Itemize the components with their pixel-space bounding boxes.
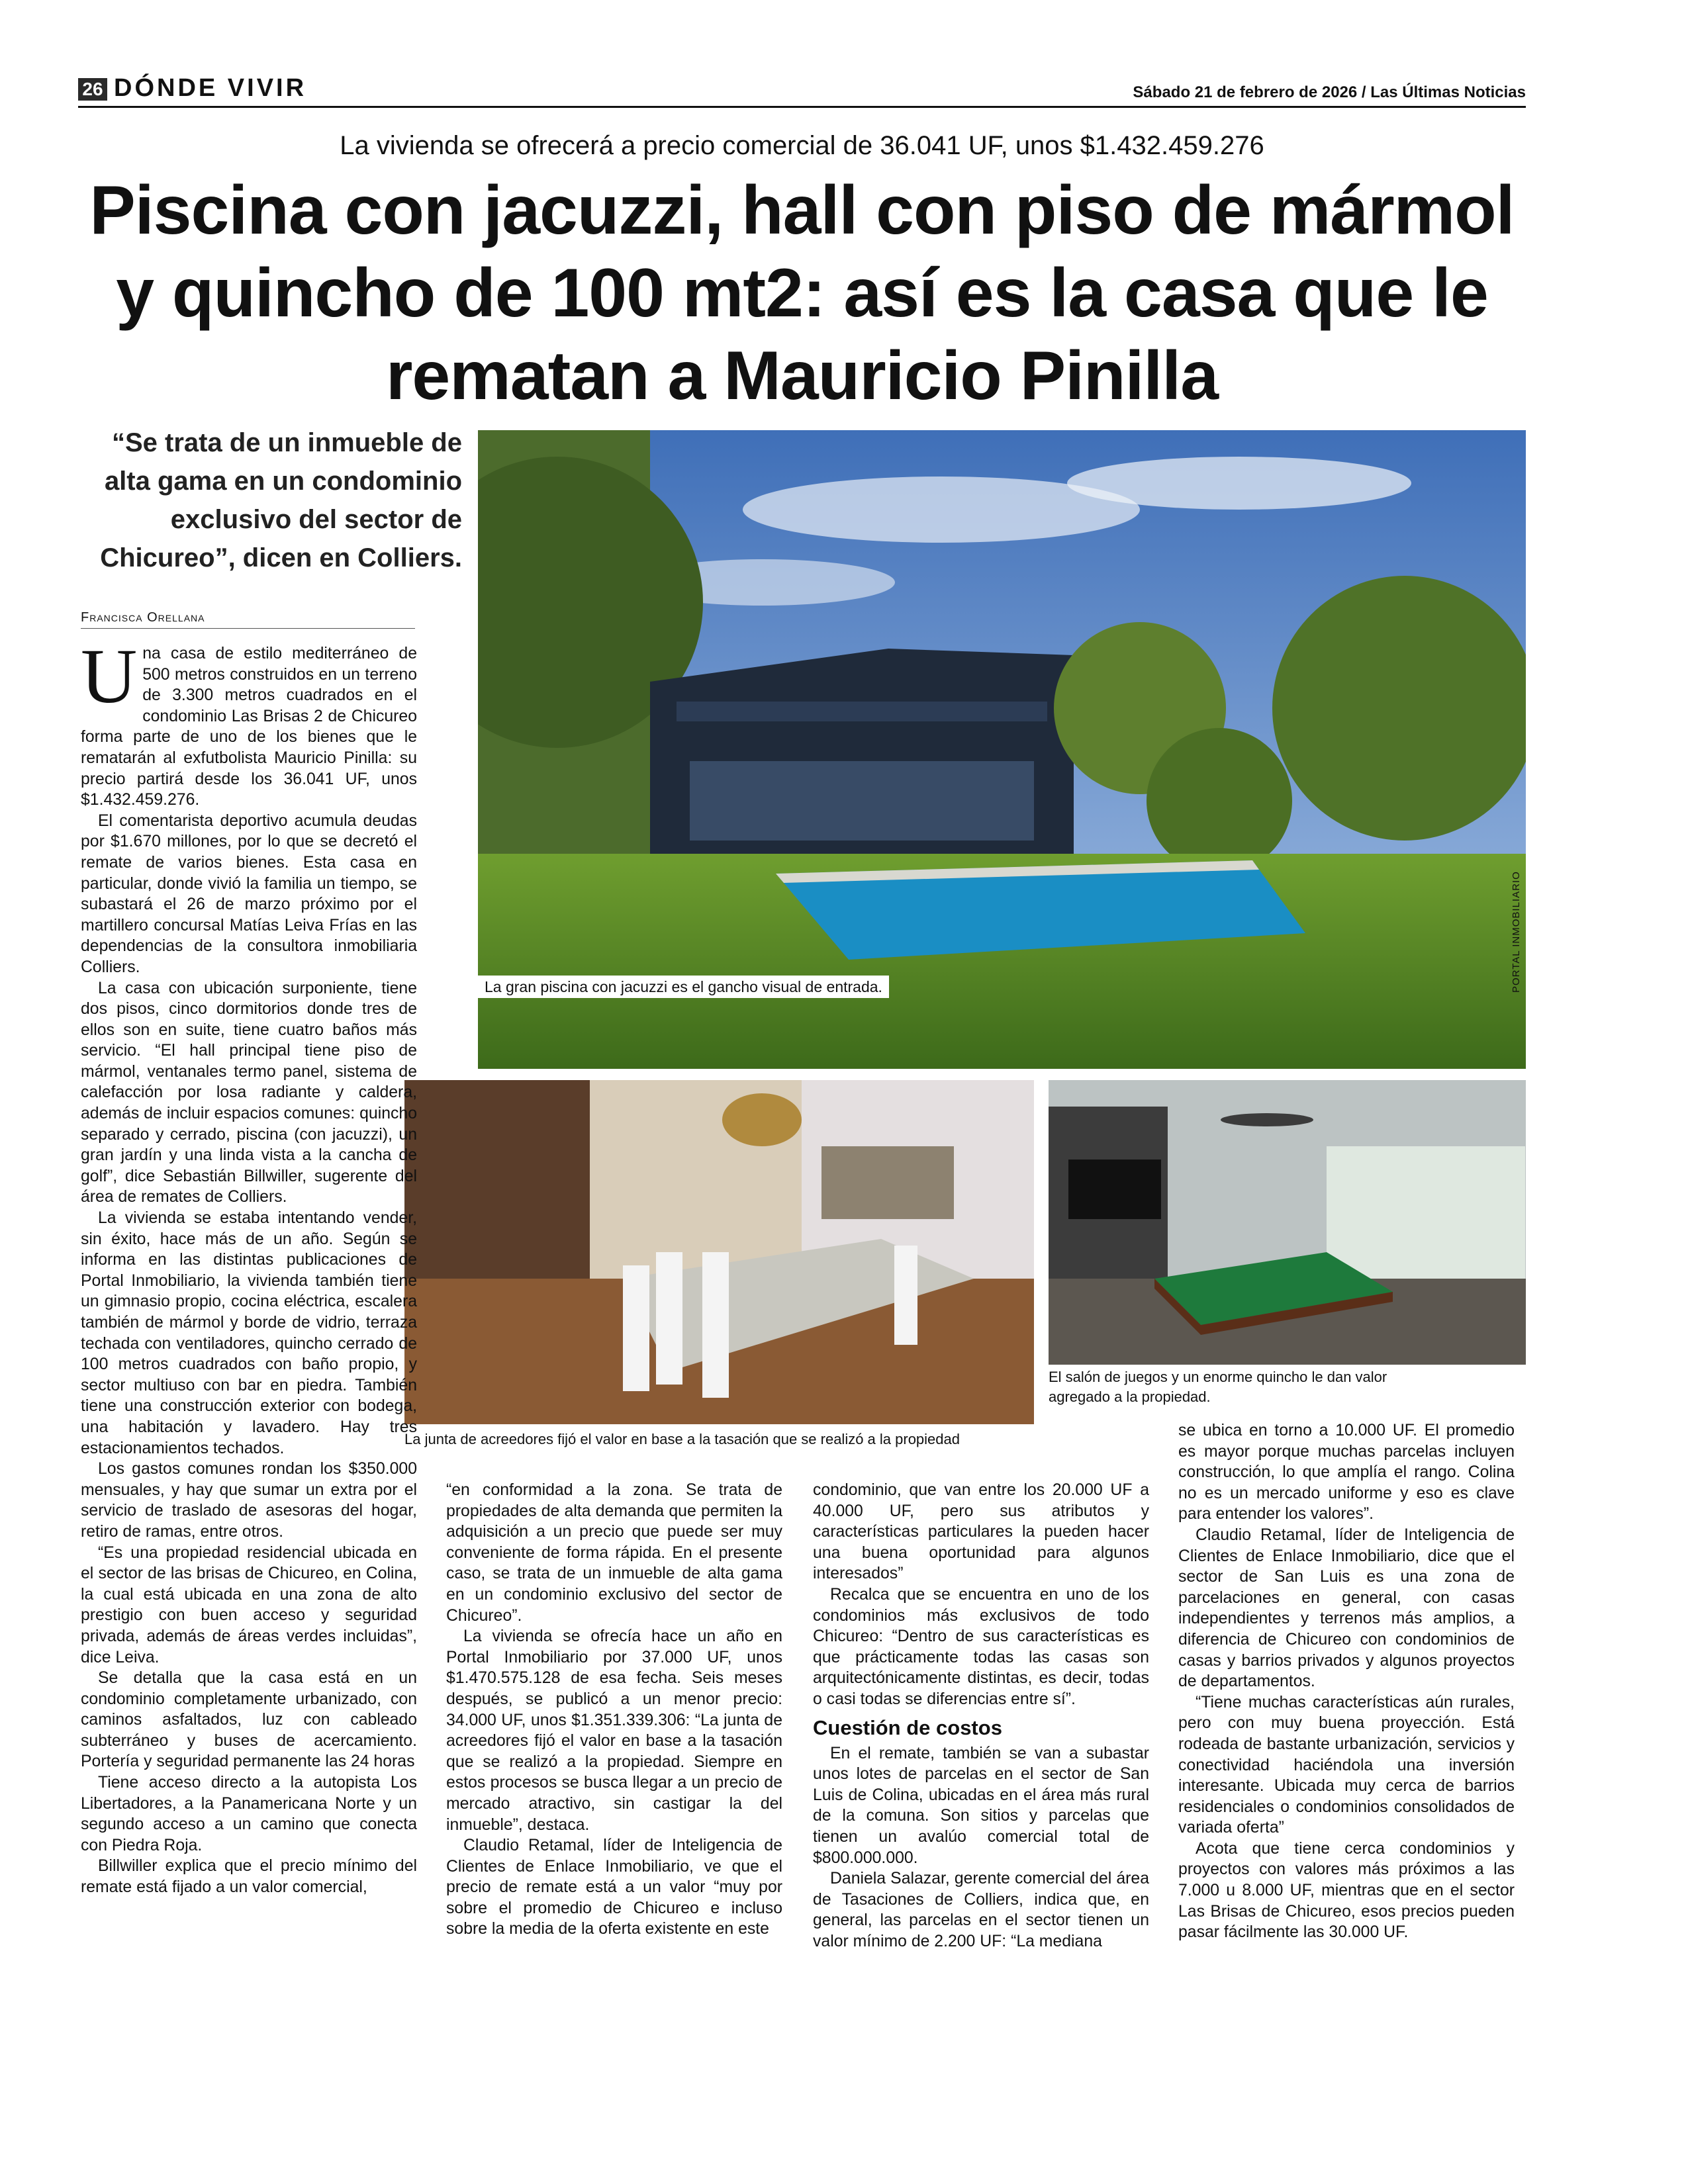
photo-credit: PORTAL INMOBILIARIO [1511,871,1522,993]
paragraph: La casa con ubicación surponiente, tiene dos pisos, cinco dormitorios donde tres de ellos son en suite, tiene cuatro baños más servicio. “El hall principal tiene piso de mármol, ventanales termo panel, sistema de calefacción por losa radiante y caldera, además de incluir espacios comunes: quincho separado y cerrado, piscina (con jacuzzi), un gran jardín y una linda vista a la cancha de golf”, dice Sebastián Billwiller, sugerente del área de remates de Colliers. [81,979,417,1206]
paragraph: La vivienda se ofrecía hace un año en Portal Inmobiliario por 37.000 UF, unos $1.470.575.128 de esa fecha. Seis meses después, se publicó a un menor precio: 34.000 UF, unos $1.351.339.306: “La junta de acreedores fijó el valor en base a la tasación que se realizó a la propiedad. Siempre en estos procesos se busca llegar a un precio de mercado atractivo, sin castigar la del inmueble”, destaca. [446,1627,782,1834]
section-title: DÓNDE VIVIR [114,74,307,102]
paragraph: El comentarista deportivo acumula deudas por $1.670 millones, por lo que se decretó el remate de varios bienes. Esta casa en particular, donde vivió la familia un tiempo, se subastará el 26 de marzo próximo por el martillero concursal Matías Leiva Frías en las dependencias de la consultora inmobiliaria Colliers. [81,811,417,976]
paragraph: Daniela Salazar, gerente comercial del área de Tasaciones de Colliers, indica que, en general, las parcelas en el sector tienen un valor mínimo de 2.200 UF: “La mediana [813,1870,1149,1950]
paragraph: se ubica en torno a 10.000 UF. El promedio es mayor porque muchas parcelas incluyen construcción, lo que amplía el rango. Colina no es un mercado uniforme y eso es clave para entender los valores”. [1178,1422,1515,1524]
kicker: La vivienda se ofrecerá a precio comercial de 36.041 UF, unos $1.432.459.276 [340,131,1264,160]
paragraph: Claudio Retamal, líder de Inteligencia de Clientes de Enlace Inmobiliario, ve que el precio de remate está a un valor “muy por sobre el promedio de Chicureo e incluso sobre la media de la oferta existente en este [446,1837,782,1938]
article-column-4 [1178,1420,1515,1943]
page-number: 26 [78,78,107,101]
paragraph: “Es una propiedad residencial ubicada en el sector de las brisas de Chicureo, en Colina, la cual está ubicada en una zona de alto prestigio con buen acceso y seguridad privada, además de áreas verdes incluidas”, dice Leiva. [81,1543,417,1666]
headline-line-2: y quincho de 100 mt2: así es la casa que le [116,255,1488,332]
dining-photo-illustration [404,1080,1034,1424]
paragraph: “Tiene muchas características aún rurales, pero con muy buena proyección. Está rodeada de bastante urbanización, servicios y conectividad haciéndola una inversión interesante. Ubicada muy cerca de barrios residenciales o condominios consolidados de variada oferta” [1178,1693,1515,1837]
games-photo-illustration [1049,1080,1526,1365]
headline-line-3: rematan a Mauricio Pinilla [385,338,1219,414]
pool-photo-illustration [478,430,1526,1069]
paragraph: La vivienda se estaba intentando vender, sin éxito, hace más de un año. Según se informa en las distintas publicaciones de Portal Inmobiliario, la vivienda también tiene un gimnasio propio, cocina eléctrica, escalera también de mármol y borde de vidrio, terraza techada con ventiladores, quincho cerrado de 100 metros cuadrados con baño propio, y sector multiuso con bar en piedra. También tiene una construcción exterior con bodega, una habitación y lavadero. Hay tres estacionamientos techados. [81,1209,417,1457]
paragraph [81,633,417,811]
dining-photo [404,1080,1034,1424]
article-column-3 [813,1480,1149,1952]
paragraph: Recalca que se encuentra en uno de los condominios más exclusivos de todo Chicureo: “Dentro de sus características es que prácticamente todas las casas son arquitectónicamente distintas, es decir, todas o casi todas se diferencias entre sí”. [813,1585,1149,1708]
games-caption: El salón de juegos y un enorme quincho le dan valor agregado a la propiedad. [1049,1369,1387,1405]
pool-caption: La gran piscina con jacuzzi es el gancho visual de entrada. [478,976,889,998]
date-text: Sábado 21 de febrero de 2026 [1133,83,1358,101]
headline-line-1: Piscina con jacuzzi, hall con piso de mármol [89,172,1515,249]
paragraph: condominio, que van entre los 20.000 UF a 40.000 UF, pero sus atributos y características particulares la pueden hacer una buena oportunidad para algunos interesados” [813,1481,1149,1583]
pool-photo [478,430,1526,1069]
header-rule [78,106,1526,108]
headline [78,169,1526,418]
deck-quote: “Se trata de un inmueble de alta gama en un condominio exclusivo del sector de Chicureo”, dicen en Colliers. [100,428,462,572]
games-photo [1049,1080,1526,1365]
issue-date [1133,83,1526,102]
paragraph: Acota que tiene cerca condominios y proyectos con valores más próximos a las 7.000 u 8.000 UF, mientras que en el sector Las Brisas de Chicureo, esos precios pueden pasar fácilmente las 30.000 UF. [1178,1839,1515,1942]
dining-caption: La junta de acreedores fijó el valor en base a la tasación que se realizó a la propiedad [404,1431,960,1447]
publication-name: Las Últimas Noticias [1370,83,1526,101]
date-separator: / [1361,83,1371,101]
byline: Francisca Orellana [81,610,415,629]
paragraph: Los gastos comunes rondan los $350.000 mensuales, y hay que sumar un extra por el servicio de traslado de asesoras del hogar, retiro de ramas, entre otros. [81,1460,417,1541]
article-column-2 [446,1480,782,1940]
paragraph-text: na casa de estilo mediterráneo de 500 metros construidos en un terreno de 3.300 metros cuadrados en el condominio Las Brisas 2 de Chicureo forma parte de uno de los bienes que le rematarán al exfutbolista Mauricio Pinilla: su precio partirá desde los 36.041 UF, unos $1.432.459.276. [81,645,417,809]
paragraph: En el remate, también se van a subastar unos lotes de parcelas en el sector de San Luis de Colina, ubicadas en el área más rural de la comuna. Son sitios y parcelas que tienen un avalúo comercial total de $800.000.000. [813,1744,1149,1867]
article-column-1 [81,633,417,1898]
paragraph: Tiene acceso directo a la autopista Los Libertadores, a la Panamericana Norte y un segundo acceso a un camino que conecta con Piedra Roja. [81,1774,417,1854]
paragraph: Se detalla que la casa está en un condominio completamente urbanizado, con caminos asfaltados, luz con cableado subterráneo y buses de acercamiento. Portería y seguridad permanente las 24 horas [81,1669,417,1771]
subheading: Cuestión de costos [813,1715,1002,1739]
paragraph: Billwiller explica que el precio mínimo del remate está fijado a un valor comercial, [81,1857,417,1897]
drop-cap: U [81,633,138,719]
paragraph: “en conformidad a la zona. Se trata de propiedades de alta demanda que permiten la adquisición a un precio que puede ser muy conveniente de forma rápida. En el presente caso, se trata de un inmueble de alta gama en un condominio exclusivo del sector de Chicureo”. [446,1481,782,1625]
paragraph: Claudio Retamal, líder de Inteligencia de Clientes de Enlace Inmobiliario, dice que el sector de San Luis es una zona de parcelaciones en general, con casas independientes y terrenos más amplios, a diferencia de Chicureo con condominios de casas y barrios privados y algunos proyectos de departamentos. [1178,1525,1515,1691]
